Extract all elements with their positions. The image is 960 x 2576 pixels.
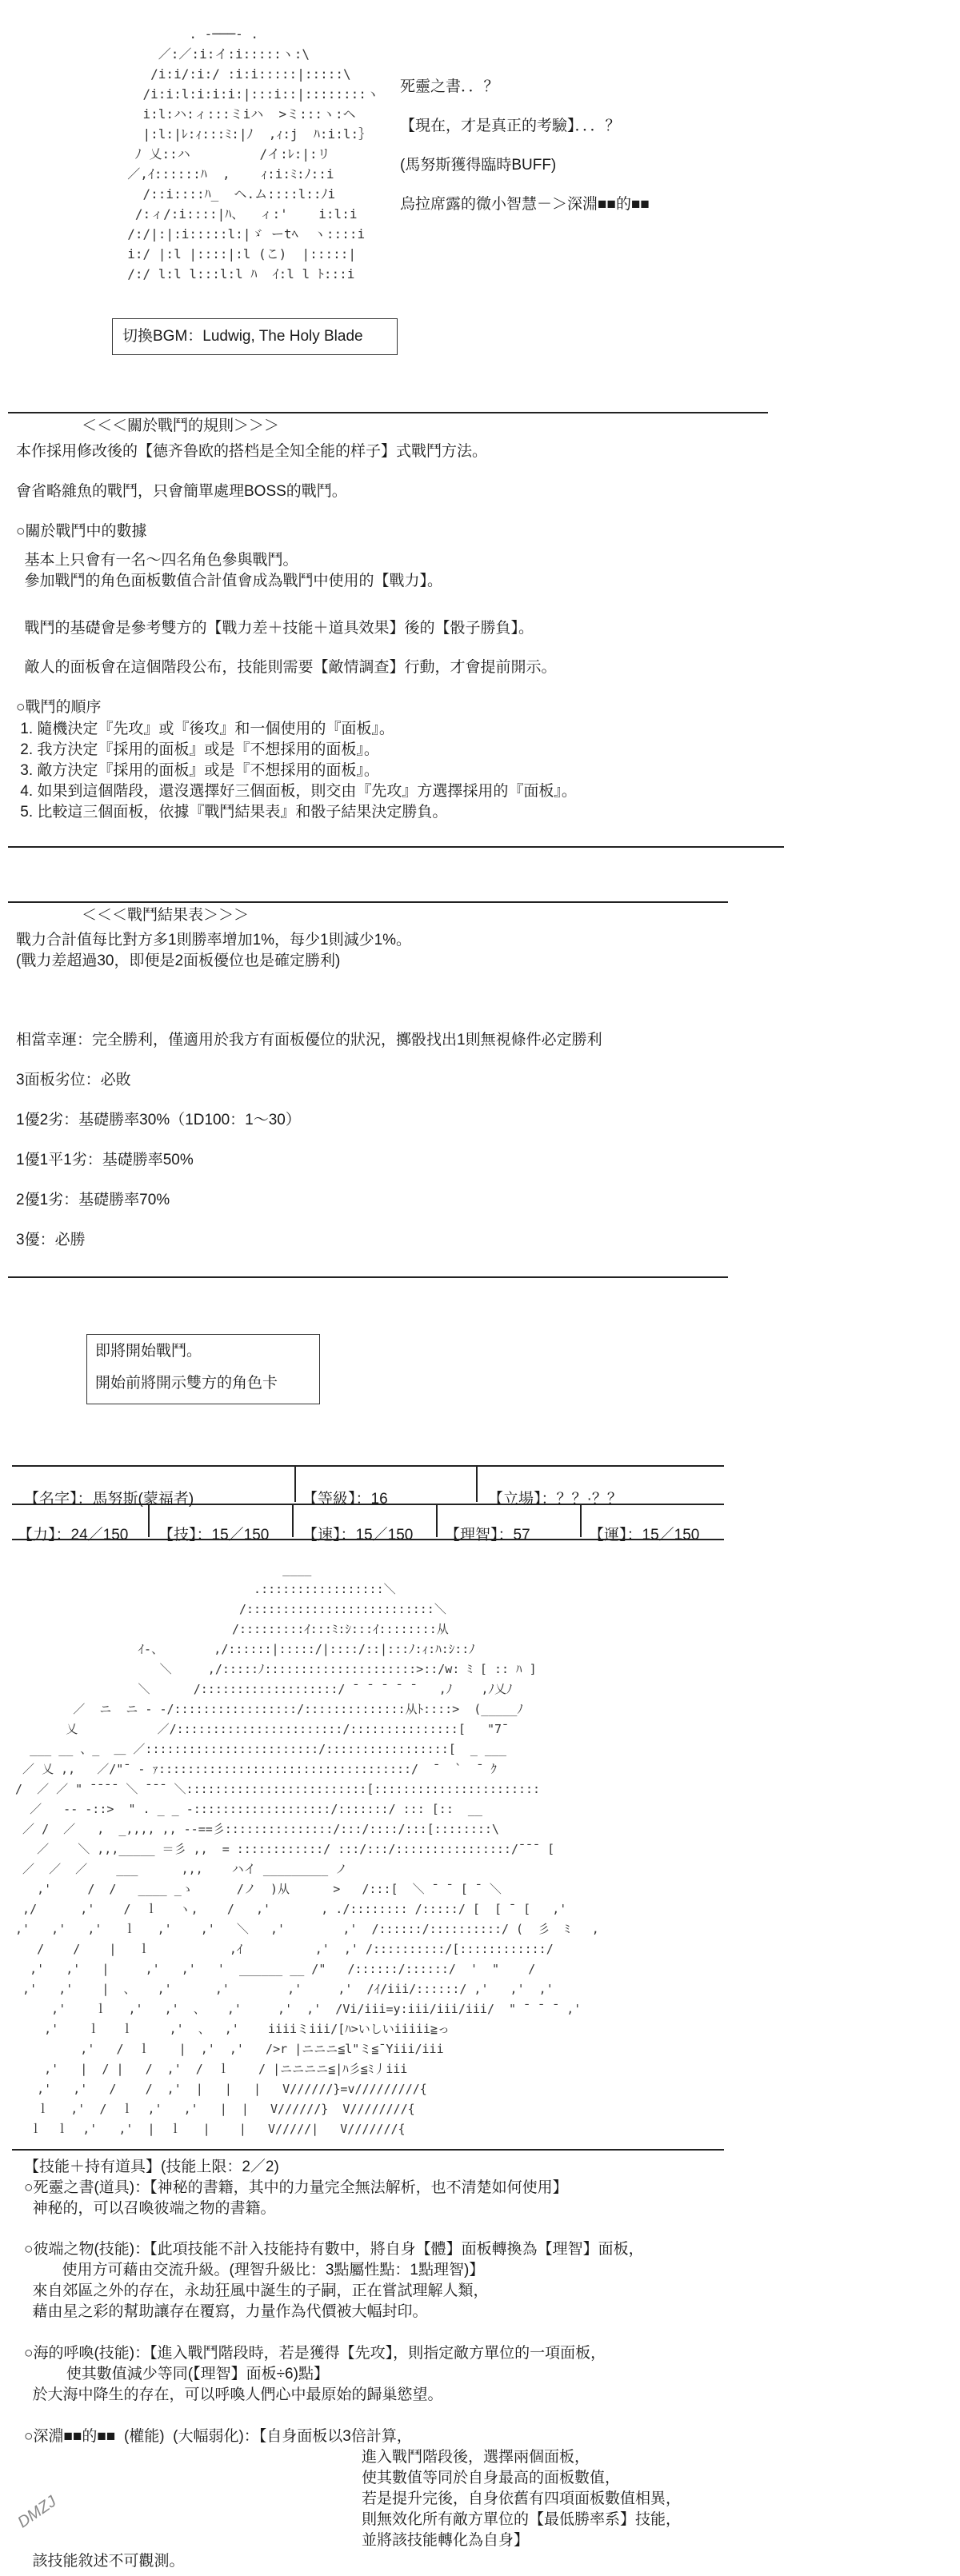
skills-heading: 【技能＋持有道具】(技能上限：2／2)	[24, 2159, 279, 2175]
card-mid-border	[12, 1504, 724, 1505]
skill-abyss-line-1: 進入戰鬥階段後，選擇兩個面板，	[362, 2449, 590, 2466]
card-stat-sep-2	[292, 1505, 294, 1537]
results-three-win: 3優：必勝	[16, 1232, 86, 1248]
battle-intro-line-2: 開始前將開示雙方的角色卡	[95, 1375, 278, 1392]
card-name: 【名字】：馬努斯(蒙福者)	[24, 1491, 194, 1508]
header-line-3: (馬努斯獲得臨時BUFF)	[400, 157, 557, 174]
skills-top-border	[12, 2149, 724, 2151]
rules-boss-note: 會省略雜魚的戰鬥，只會簡單處理BOSS的戰鬥。	[16, 483, 347, 500]
card-stat-sanity: 【理智】：57	[445, 1527, 530, 1544]
rules-intro: 本作採用修改後的【德齐鲁欧的搭档是全知全能的样子】式戰鬥方法。	[16, 443, 488, 460]
skill-sea-desc: 於大海中降生的存在，可以呼喚人們心中最原始的歸巢慾望。	[24, 2386, 443, 2403]
card-stat-sep-3	[436, 1505, 438, 1537]
card-stat-speed: 【速】：15／150	[302, 1527, 414, 1544]
results-end-divider	[8, 1276, 728, 1278]
card-stance: 【立場】：？？·？？	[488, 1491, 622, 1508]
rules-order-heading: ○戰鬥的順序	[16, 699, 102, 716]
results-title: ＜＜＜戰鬥結果表＞＞＞	[80, 905, 250, 926]
card-level: 【等級】：16	[302, 1491, 388, 1508]
rules-order-line-4: 4. 如果到這個階段，還沒選擇好三個面板，則交由『先攻』方選擇採用的『面板』。	[16, 783, 577, 800]
skill-abyss-line-5: 並將該技能轉化為自身】	[362, 2532, 530, 2549]
bgm-label: 切換BGM：Ludwig, The Holy Blade	[122, 328, 363, 345]
rules-numbers-line-4: 敵人的面板會在這個階段公布，技能則需要【敵情調查】行動，才會提前開示。	[16, 659, 557, 676]
rules-title: ＜＜＜關於戰鬥的規則＞＞＞	[80, 416, 281, 437]
results-divider	[8, 901, 728, 903]
skill-abyss-line-3: 若是提升完後，自身依舊有四項面板數值相異，	[362, 2490, 682, 2507]
rules-numbers-line-1: 基本上只會有一名～四名角色參與戰鬥。	[16, 552, 298, 569]
skill-beyond-title: ○彼端之物(技能)：【此項技能不計入技能持有數中，將自身【體】面板轉換為【理智】面板，	[24, 2241, 644, 2258]
results-line-2: (戰力差超過30，即便是2面板優位也是確定勝利)	[16, 953, 341, 969]
character-ascii-art-top: . -───- . ／:／:i:イ:i:::::ヽ:\ /i:i/:i:/ :i:i:::::|:::::\ /i:i:l:i:i:i:|:::i::|::::::::ヽ i:l:ハ:ィ:::ミiハ >ミ:::ヽ:ヘ |:l:|ﾚ:ｨ:::ﾐ:|ﾉ ,ｨ:j ﾊ:i:l:｝ ﾉ 乂::ハ /イ:ﾚ:|:リ ／,ｲ::::::ﾊ , ｨ:i:ﾐ:ﾉ::i /::i::::ﾊ_ ヘ.ム::::l::ﾉi /:ィ/:i::::|ﾊ、 ィ:' i:l:i /:/|:|:i:::::l:|ゞ ーtﾍ ヽ::::i i:/ |:l |::::|:l (こ) |:::::| /:/ l:l l:::l:l ﾊ ｲ:l l ﾄ:::i	[127, 26, 379, 282]
skill-abyss-line-4: 則無效化所有敵方單位的【最低勝率系】技能，	[362, 2511, 682, 2528]
skill-beyond-desc-2: 藉由星之彩的幫助讓存在覆寫，力量作為代價被大幅封印。	[24, 2303, 428, 2320]
skill-beyond-line-2: 使用方可藉由交流升級。(理智升級比：3點屬性點：1點理智)】	[24, 2262, 485, 2278]
results-three-inferior: 3面板劣位：必敗	[16, 1072, 131, 1088]
card-bottom-border	[12, 1539, 724, 1540]
rules-divider	[8, 412, 768, 413]
rules-order-line-2: 2. 我方決定『採用的面板』或是『不想採用的面板』。	[16, 741, 379, 758]
rules-order-line-3: 3. 敵方決定『採用的面板』或是『不想採用的面板』。	[16, 762, 379, 779]
rules-order-line-5: 5. 比較這三個面板，依據『戰鬥結果表』和骰子結果決定勝負。	[16, 804, 448, 821]
skill-abyss-desc: 該技能敘述不可觀測。	[24, 2553, 185, 2570]
rules-order-line-1: 1. 隨機決定『先攻』或『後攻』和一個使用的『面板』。	[16, 721, 394, 737]
card-stat-sep-4	[580, 1505, 582, 1537]
character-ascii-art-main: ____ .:::::::::::::::::＼ /::::::::::::::::::::::::::＼ /:::::::::ｲ:::ﾐ:ｼ:::ｲ::::::::从 ｲ-、 ,/::::::|:::::/|::::/::|:::ﾉ:ｨ:ﾊ:ｼ::ﾉ ＼ ,/:::::ﾉ:::::::::::::::::::::>::/w: ﾐ [ :: ﾊ ] ＼ /:::::::::::::::::::/ ¯ ¯ ¯ ¯ ¯ ,ﾉ ,ﾉ乂ﾉ ／ ニ ニ - -/:::::::::::::::::/::::::::::::::从ﾄ::::> (_____ﾉ 乂 ／/:::::::::::::::::::::::/:::::::::::::::[ "7¯ ___ __ 、_ ＿ ／::::::::::::::::::::::::/:::::::::::::::::[ _ ___ ／ 乂 ,, ／/"¯ - ｧ:::::::::::::::::::::::::::::::::::/ ¯ ` ¯ ｸ / ／ ／ " ¯¯¯¯ ＼ ¯¯¯ ＼:::::::::::::::::::::::::[::::::::::::::::::::::: ／ -- -::> " . _ _ -:::::::::::::::::::/:::::::/ ::: [:: __ ／ / ／ , _,,,, ,, --==彡:::::::::::::::/:::/::::/:::[::::::::\ ／ ＼ ,,,_____ ＝彡 ,, = ::::::::::::/ :::/:::/::::::::::::::::/¯¯¯ [ ／ ／ ／ ___ ,,, ハイ _________ ノ ,' / / ____ _ゝ /ノ )从 > /:::[ ＼ ¯ ¯ [ ¯ ＼ ,/ ,' / ｌ ヽ, / ,' , ./:::::::: /:::::/ [ [ ¯ [ ,' ,' ,' ,' ｌ ,' ,' ＼ ,' ,' /::::::/::::::::::/ ( 彡 ﾐ , / / | ｌ ,ｲ ,' ,' /::::::::::/[::::::::::::/ ,' ,' | ,' ,' ' ______ __ /" /::::::/::::::/ ' " / ,' ,' | 、 ,' ,' ,' ,' /ｲ/iii/::::::/ ,' ,' ,' ,' ｌ ,' ,' 、 ,' ,' ,' /Vi/iii=y:iii/iii/iii/ " ¯ ¯ ¯ ,' ,' ｌ ｌ ,' 、 ,' iiiiミiii/[ﾊ>いしいiiiii≧っ ,' / ｌ | ,' ,' />r |ニニニ≦l"ミ≦¯Yiii/iii ,' | / | / ,' / ｌ / |ニニニニ≦|ﾊ彡≦ﾐ丿iii ,' ,' / / ,' | | | V//////}=v/////////{ ｌ ,' / ｌ ,' ,' | | V//////} V////////{ ｌ ｌ ,' ,' | ｌ | | V/////| V///////{	[15, 1562, 599, 2136]
card-stat-luck: 【運】：15／150	[589, 1527, 700, 1544]
results-luck: 相當幸運：完全勝利，僅適用於我方有面板優位的狀況，擲骰找出1則無視條件必定勝利	[16, 1032, 602, 1048]
rules-end-divider	[8, 846, 784, 848]
skill-necronomicon-title: ○死靈之書(道具)：【神秘的書籍，其中的力量完全無法解析，也不清楚如何使用】	[24, 2179, 568, 2196]
skill-abyss-line-2: 使其數值等同於自身最高的面板數值，	[362, 2470, 621, 2486]
results-one-win-two-lose: 1優2劣：基礎勝率30%（1D100：1～30）	[16, 1112, 301, 1128]
card-stat-sep-1	[148, 1505, 150, 1537]
dmzj-watermark: DMZJ	[14, 2492, 60, 2532]
header-line-1: 死靈之書．．？	[400, 78, 499, 95]
card-stat-skill: 【技】：15／150	[158, 1527, 270, 1544]
skill-necronomicon-desc: 神秘的，可以召喚彼端之物的書籍。	[24, 2200, 276, 2217]
rules-numbers-heading: ○關於戰鬥中的數據	[16, 523, 147, 540]
skill-sea-line-2: 使其數值減少等同(【理智】面板÷6)點】	[24, 2366, 329, 2382]
skill-beyond-desc-1: 來自郊區之外的存在，永劫狂風中誕生的子嗣，正在嘗試理解人類，	[24, 2282, 489, 2299]
card-stat-strength: 【力】：24／150	[18, 1527, 129, 1544]
skill-sea-title: ○海的呼喚(技能)：【進入戰鬥階段時，若是獲得【先攻】，則指定敵方單位的一項面板，	[24, 2345, 606, 2362]
card-sep-1	[294, 1467, 296, 1502]
header-line-4: 烏拉席露的微小智慧－＞深淵■■的■■	[400, 196, 650, 213]
results-two-win-one-lose: 2優1劣：基礎勝率70%	[16, 1192, 170, 1208]
battle-intro-line-1: 即將開始戰鬥。	[95, 1343, 202, 1360]
skill-abyss-title: ○深淵■■的■■ (權能) (大幅弱化)：【自身面板以3倍計算，	[24, 2428, 412, 2445]
battle-intro-box	[86, 1334, 320, 1404]
card-top-border	[12, 1465, 724, 1467]
results-one-win-one-tie: 1優1平1劣：基礎勝率50%	[16, 1152, 194, 1168]
rules-numbers-line-2: 參加戰鬥的角色面板數值合計值會成為戰鬥中使用的【戰力】。	[16, 573, 443, 589]
header-line-2: 【現在，才是真正的考驗】．．．？	[400, 118, 621, 134]
rules-numbers-line-3: 戰鬥的基礎會是參考雙方的【戰力差＋技能＋道具效果】後的【骰子勝負】。	[16, 620, 534, 637]
results-line-1: 戰力合計值每比對方多1則勝率增加1%，每少1則減少1%。	[16, 932, 412, 949]
card-sep-2	[476, 1467, 478, 1502]
bgm-box	[112, 318, 398, 355]
